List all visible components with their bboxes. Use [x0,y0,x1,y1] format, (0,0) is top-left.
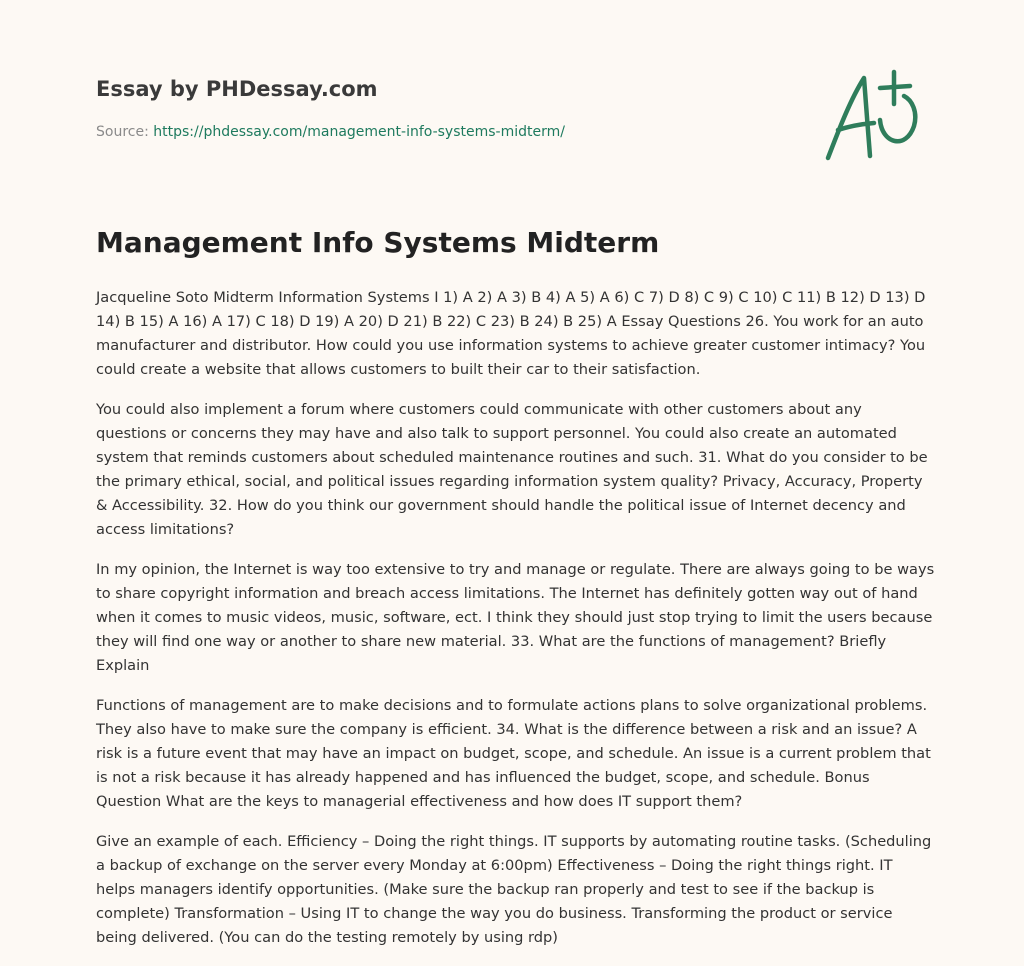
essay-body [96,286,936,966]
source-link[interactable]: https://phdessay.com/management-info-systems-midterm/ [153,124,565,140]
site-title: Essay by PHDessay.com [96,77,378,101]
essay-paragraph: Functions of management are to make decisions and to formulate actions plans to solve organizational problems. They also have to make sure the company is efficient. 34. What is the difference between a risk and an issue? A risk is a future event that may have an impact on budget, scope, and schedule. An issue is a current problem that is not a risk because it has already happened and has influenced the budget, scope, and schedule. Bonus Question What are the keys to managerial effectiveness and how does IT support them? [96,697,931,810]
essay-title: Management Info Systems Midterm [96,226,660,259]
essay-paragraph: Jacqueline Soto Midterm Information Systems I 1) A 2) A 3) B 4) A 5) A 6) C 7) D 8) C 9) C 10) C 11) B 12) D 13) D 14) B 15) A 16) A 17) C 18) D 19) A 20) D 21) B 22) C 23) B 24) B 25) A Essay Questions 26. You work for an auto manufacturer and distributor. How could you use information systems to achieve greater customer intimacy? You could create a website that allows customers to built their car to their satisfaction. [96,289,926,378]
source-line [96,124,565,140]
source-label: Source: [96,124,149,140]
essay-paragraph: In my opinion, the Internet is way too extensive to try and manage or regulate. There are always going to be ways to share copyright information and breach access limitations. The Internet has definitely gotten way out of hand when it comes to music videos, music, software, ect. I think they should just stop trying to limit the users because they will find one way or another to share new material. 33. What are the functions of management? Briefly Explain [96,561,935,674]
a-plus-logo-icon [822,66,926,164]
essay-paragraph: Give an example of each. Efficiency – Doing the right things. IT supports by automating routine tasks. (Scheduling a backup of exchange on the server every Monday at 6:00pm) Effectiveness – Doing the right things right. IT helps managers identify opportunities. (Make sure the backup ran properly and test to see if the backup is complete) Transformation – Using IT to change the way you do business. Transforming the product or service being delivered. (You can do the testing remotely by using rdp) [96,833,932,946]
essay-paragraph: You could also implement a forum where customers could communicate with other customers about any questions or concerns they may have and also talk to support personnel. You could also create an automated system that reminds customers about scheduled maintenance routines and such. 31. What do you consider to be the primary ethical, social, and political issues regarding information system quality? Privacy, Accuracy, Property & Accessibility. 32. How do you think our government should handle the political issue of Internet decency and access limitations? [96,401,928,538]
